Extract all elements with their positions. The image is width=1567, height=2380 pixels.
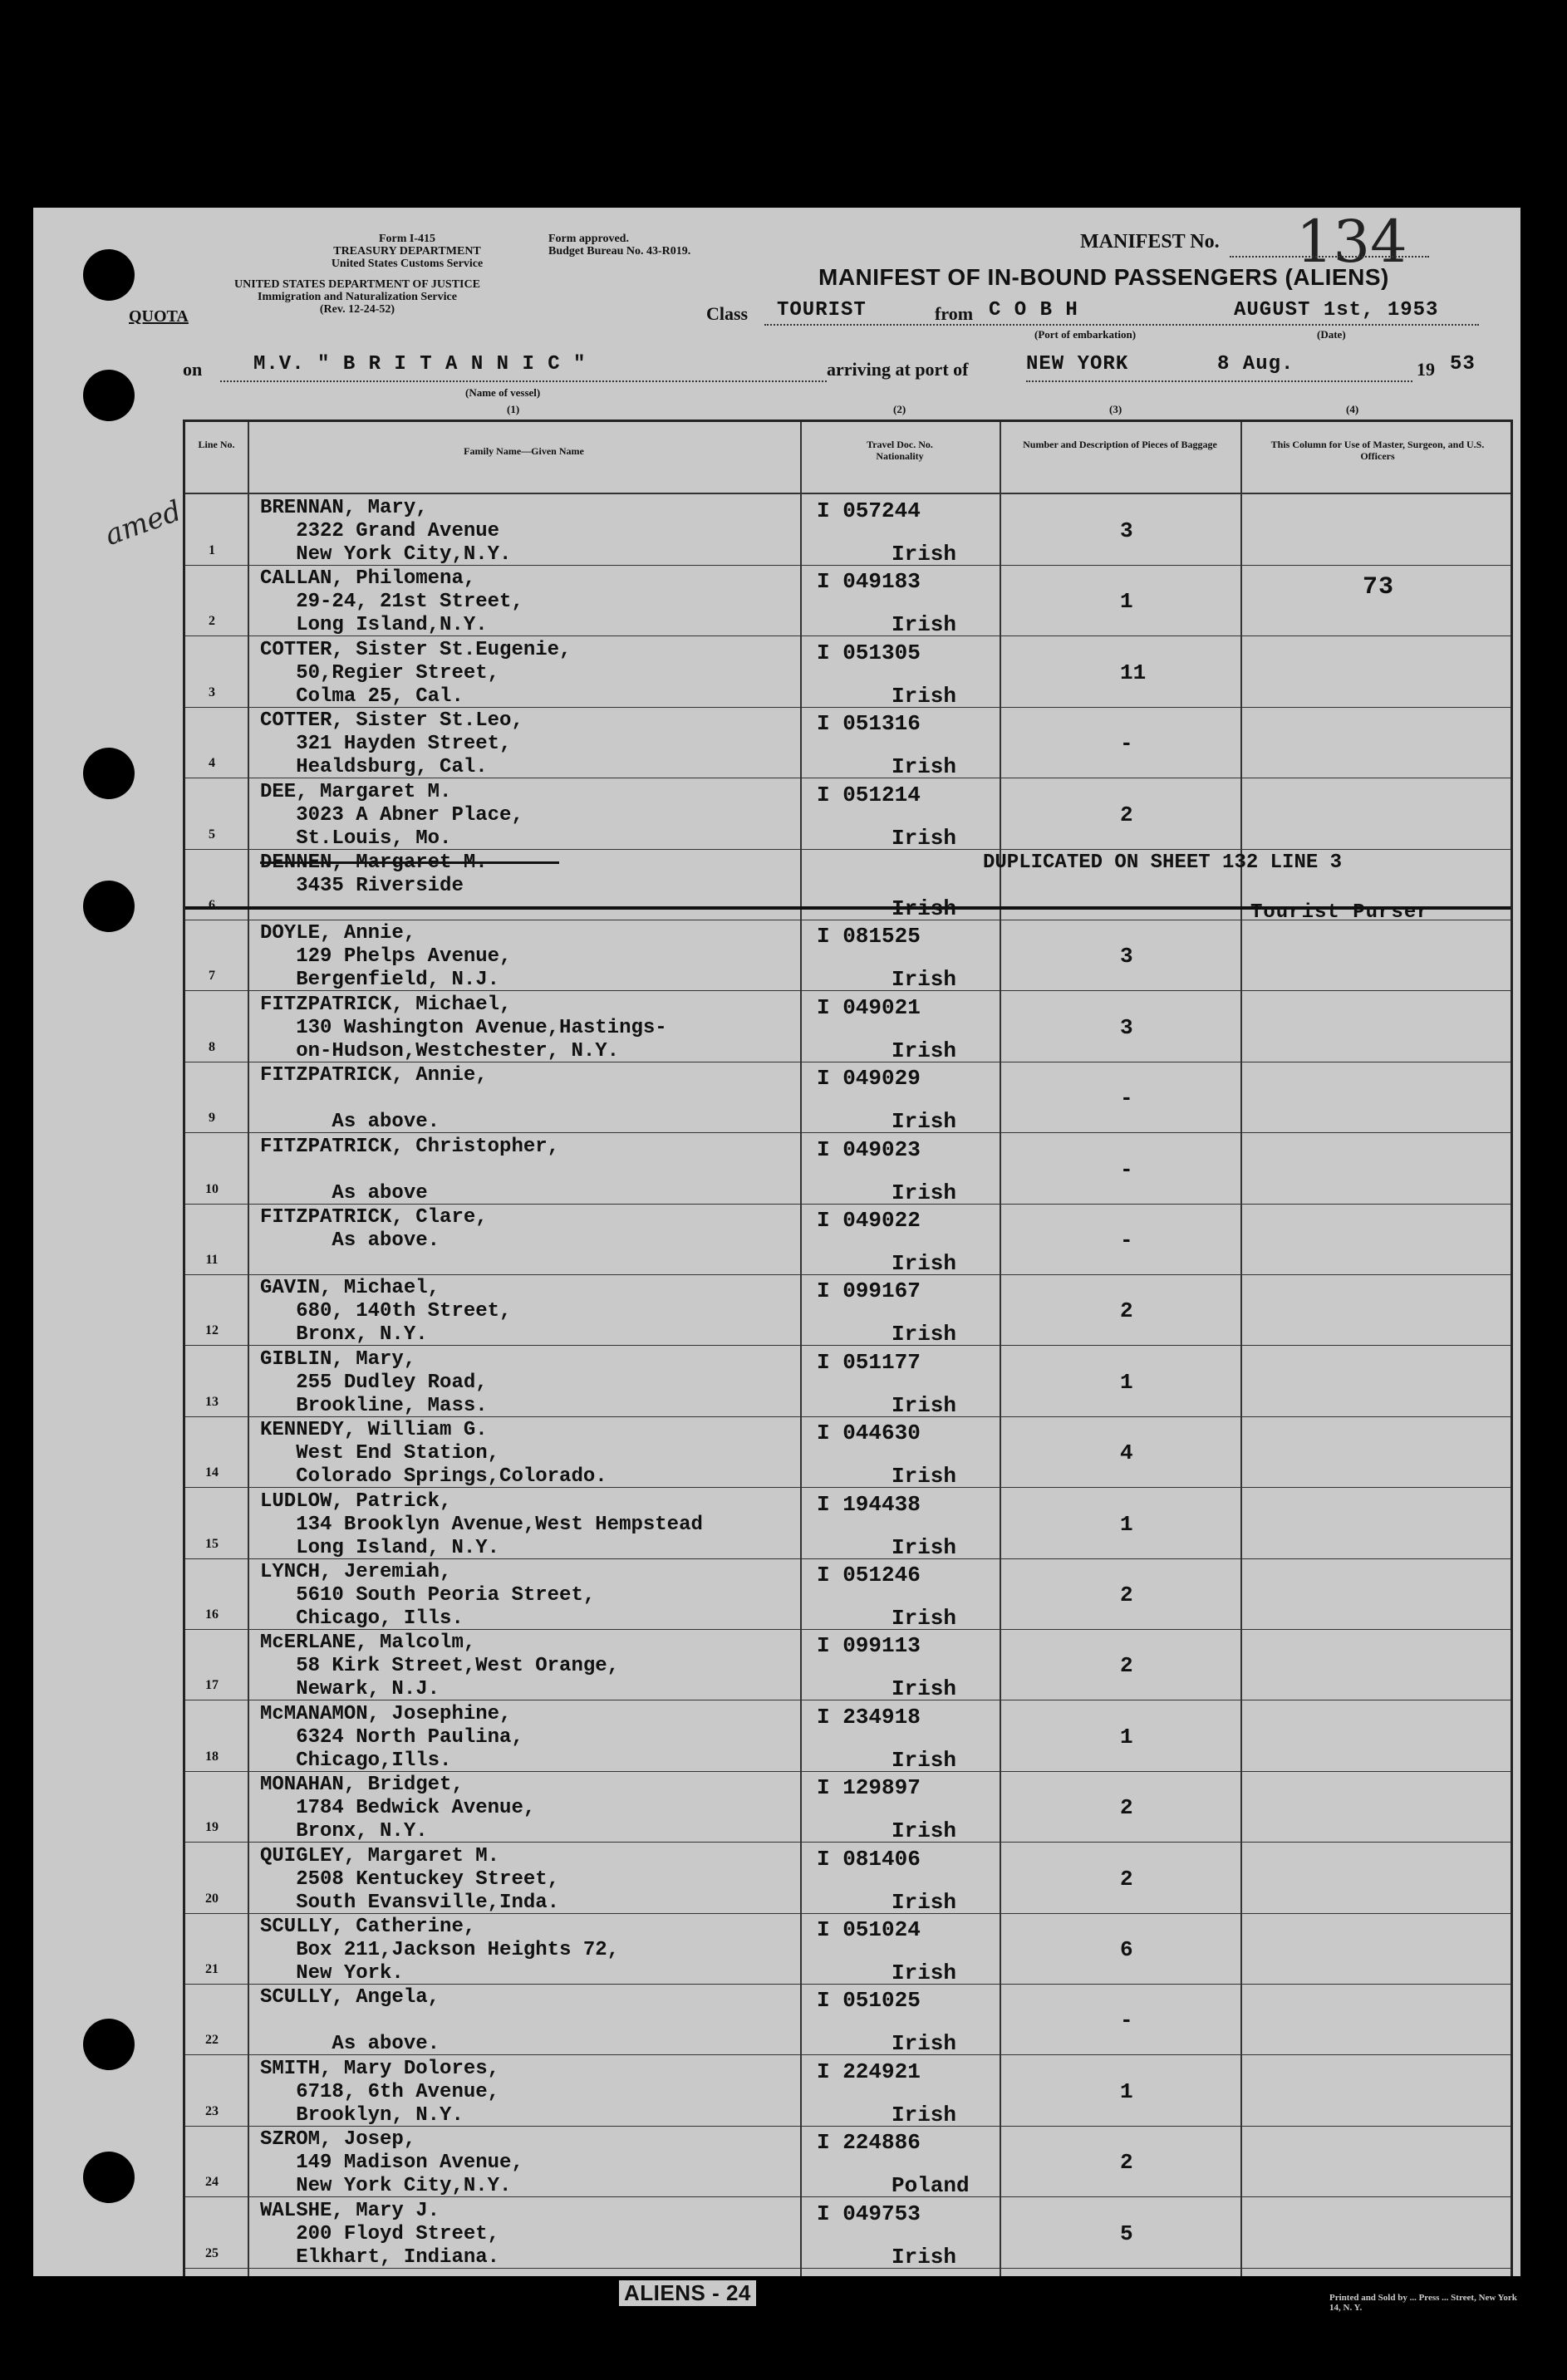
table-row [185, 1985, 1511, 2055]
nationality: Irish [892, 1818, 957, 1844]
line-number: 20 [205, 1891, 219, 1906]
punch-hole [83, 2152, 135, 2203]
line-number: 25 [205, 2245, 219, 2260]
passenger-name-address: SMITH, Mary Dolores, 6718, 6th Avenue, Brooklyn, N.Y. [260, 2057, 500, 2127]
travel-doc-no: I 049022 [817, 1208, 921, 1233]
travel-doc-no: I 049029 [817, 1066, 921, 1092]
nationality: Irish [892, 1180, 957, 1205]
baggage-count: - [1120, 2008, 1133, 2034]
th-doc: Travel Doc. No. Nationality [867, 439, 933, 462]
table-row [185, 992, 1511, 1062]
table-row [185, 495, 1511, 566]
passenger-name-address: KENNEDY, William G. West End Station, Colorado Springs,Colorado. [260, 1419, 607, 1489]
nationality: Irish [892, 1464, 957, 1489]
table-row [185, 1134, 1511, 1205]
travel-doc-no: I 051177 [817, 1349, 921, 1375]
baggage-count: 2 [1120, 802, 1133, 827]
line-number: 13 [205, 1394, 219, 1409]
th-name: Family Name—Given Name [464, 445, 584, 457]
manifest-sheet [33, 208, 1520, 2276]
nationality: Irish [892, 1322, 957, 1347]
line-number: 18 [205, 1749, 219, 1764]
nationality: Irish [892, 2031, 957, 2057]
passenger-name-address: LUDLOW, Patrick, 134 Brooklyn Avenue,West Hempstead Long Island, N.Y. [260, 1489, 703, 1559]
quota-label: QUOTA [129, 307, 189, 326]
nationality: Irish [892, 967, 957, 993]
nationality: Irish [892, 1960, 957, 1985]
col-num-1: (1) [507, 403, 520, 415]
arriving-label: arriving at port of [827, 359, 969, 380]
passenger-name-address: DOYLE, Annie, 129 Phelps Avenue, Bergenfield, N.J. [260, 922, 512, 992]
table-row [185, 566, 1511, 636]
line-number: 2 [209, 614, 215, 629]
arrival-port: NEW YORK [1026, 353, 1129, 375]
table-row [185, 708, 1511, 778]
passenger-name-address: CALLAN, Philomena, 29-24, 21st Street, Long Island,N.Y. [260, 567, 523, 637]
travel-doc-no: I 051246 [817, 1563, 921, 1587]
form-header-left [282, 233, 532, 270]
baggage-count: 3 [1120, 518, 1133, 543]
passenger-name-address: FITZPATRICK, Clare, As above. [260, 1206, 488, 1252]
baggage-count: - [1120, 731, 1133, 757]
table-row [185, 2198, 1511, 2269]
class-value: TOURIST [777, 299, 867, 321]
customs-service: United States Customs Service [331, 258, 484, 270]
baggage-count: 1 [1120, 1369, 1133, 1395]
travel-doc-no: I 049023 [817, 1136, 921, 1162]
punch-hole [83, 2019, 135, 2070]
travel-doc-no: I 049753 [817, 2201, 921, 2226]
justice-dept: UNITED STATES DEPARTMENT OF JUSTICE [234, 278, 480, 291]
arrival-date: 8 Aug. [1217, 353, 1294, 375]
th-baggage: Number and Description of Pieces of Baggage [1023, 439, 1217, 450]
table-row [185, 2127, 1511, 2197]
ins-service: Immigration and Naturalization Service [258, 291, 457, 303]
table-row [185, 1205, 1511, 1275]
table-row [185, 1630, 1511, 1700]
baggage-count: 2 [1120, 2150, 1133, 2176]
on-label: on [183, 359, 203, 380]
baggage-count: - [1120, 1156, 1133, 1182]
table-row [185, 1914, 1511, 1985]
passenger-name-address: SCULLY, Catherine, Box 211,Jackson Heights 72, New York. [260, 1916, 620, 1985]
line-number: 11 [205, 1253, 219, 1267]
printer-credit: Printed and Sold by ... Press ... Street, New York 14, N. Y. [1329, 2293, 1517, 2313]
justice-block [158, 278, 557, 316]
nationality: Irish [892, 683, 957, 709]
passenger-name-address: WALSHE, Mary J. 200 Floyd Street, Elkhart, Indiana. [260, 2199, 500, 2269]
row-divider [185, 2268, 1511, 2269]
table-row [185, 1417, 1511, 1488]
line-number: 16 [205, 1607, 219, 1622]
form-approved: Form approved. [548, 233, 629, 245]
nationality: Poland [892, 2173, 970, 2199]
date-caption: (Date) [1317, 328, 1346, 341]
travel-doc-no: I 234918 [817, 1704, 921, 1730]
manifest-title: MANIFEST OF IN-BOUND PASSENGERS (ALIENS) [818, 264, 1389, 290]
treasury-dept: TREASURY DEPARTMENT [333, 245, 481, 258]
nationality: Irish [892, 1606, 957, 1631]
aliens-count: ALIENS - 24 [619, 2280, 756, 2306]
passenger-name-address: FITZPATRICK, Christopher, As above [260, 1135, 560, 1205]
line-number: 3 [209, 685, 215, 699]
nationality: Irish [892, 1251, 957, 1276]
th-line: Line No. [198, 439, 235, 450]
passenger-name-address: BRENNAN, Mary, 2322 Grand Avenue New York City,N.Y. [260, 497, 512, 566]
line-number: 8 [209, 1039, 215, 1054]
table-row [185, 1701, 1511, 1772]
travel-doc-no: I 051305 [817, 640, 921, 665]
table-row [185, 1275, 1511, 1346]
port-caption: (Port of embarkation) [1034, 328, 1137, 341]
embark-date: AUGUST 1st, 1953 [1234, 299, 1439, 321]
passenger-name-address: LYNCH, Jeremiah, 5610 South Peoria Street, Chicago, Ills. [260, 1561, 596, 1630]
passenger-name-address: McMANAMON, Josephine, 6324 North Paulina, Chicago,Ills. [260, 1702, 523, 1772]
baggage-count: - [1120, 1086, 1133, 1111]
budget-bureau: Budget Bureau No. 43-R019. [548, 245, 691, 258]
table-row [185, 1062, 1511, 1133]
line-number: 22 [205, 2033, 219, 2048]
baggage-count: 2 [1120, 1653, 1133, 1679]
nationality: Irish [892, 2102, 957, 2127]
table-row [185, 1347, 1511, 1417]
punch-hole [83, 748, 135, 799]
baggage-count: 2 [1120, 1583, 1133, 1607]
travel-doc-no: I 051316 [817, 711, 921, 737]
nationality: Irish [892, 542, 957, 567]
baggage-count: 2 [1120, 1866, 1133, 1892]
dotted-line [220, 380, 827, 382]
col-num-3: (3) [1109, 403, 1122, 415]
passenger-name-address: SZROM, Josep, 149 Madison Avenue, New York City,N.Y. [260, 2128, 523, 2198]
manifest-number: 134 [1296, 208, 1407, 276]
nationality: Irish [892, 896, 957, 921]
passenger-name-address: DENNEN, Margaret M. 3435 Riverside [260, 851, 488, 897]
nationality: Irish [892, 2244, 957, 2270]
passenger-table [183, 420, 1513, 2276]
nationality: Irish [892, 1889, 957, 1915]
line-number: 15 [205, 1536, 219, 1551]
baggage-count: 1 [1120, 1724, 1133, 1749]
passenger-name-address: COTTER, Sister St.Leo, 321 Hayden Street, Healdsburg, Cal. [260, 709, 523, 779]
line-number: 21 [205, 1962, 219, 1976]
duplicate-note: DUPLICATED ON SHEET 132 LINE 3 [983, 851, 1343, 874]
passenger-name-address: QUIGLEY, Margaret M. 2508 Kentuckey Street, South Evansville,Inda. [260, 1844, 560, 1914]
line-number: 14 [205, 1465, 219, 1480]
travel-doc-no: I 051024 [817, 1917, 921, 1942]
table-row [185, 1843, 1511, 1914]
baggage-count: 1 [1120, 589, 1133, 615]
nationality: Irish [892, 1392, 957, 1418]
revision: (Rev. 12-24-52) [319, 303, 395, 316]
passenger-name-address: McERLANE, Malcolm, 58 Kirk Street,West Orange, Newark, N.J. [260, 1632, 620, 1701]
travel-doc-no: I 049021 [817, 994, 921, 1020]
travel-doc-no: I 081406 [817, 1846, 921, 1872]
form-approval [548, 233, 690, 258]
passenger-name-address: SCULLY, Angela, As above. [260, 1986, 440, 2056]
table-row [185, 637, 1511, 708]
line-number: 7 [209, 969, 215, 984]
table-row [185, 920, 1511, 991]
travel-doc-no: I 049183 [817, 569, 921, 595]
travel-doc-no: I 044630 [817, 1421, 921, 1446]
baggage-count: 6 [1120, 1937, 1133, 1962]
baggage-count: 2 [1120, 1795, 1133, 1821]
table-row [185, 1489, 1511, 1559]
vessel-name: M.V. " B R I T A N N I C " [253, 353, 587, 375]
header-divider [185, 493, 1511, 494]
line-number: 1 [209, 543, 215, 557]
manifest-no-label: MANIFEST No. [1080, 231, 1220, 253]
line-number: 17 [205, 1678, 219, 1693]
passenger-name-address: MONAHAN, Bridget, 1784 Bedwick Avenue, Bronx, N.Y. [260, 1774, 536, 1843]
travel-doc-no: I 224921 [817, 2059, 921, 2084]
travel-doc-no: I 051214 [817, 782, 921, 807]
class-label: Class [706, 303, 749, 324]
baggage-count: 2 [1120, 1298, 1133, 1324]
strikethrough [260, 861, 559, 864]
vessel-caption: (Name of vessel) [465, 386, 541, 399]
passenger-name-address: FITZPATRICK, Annie, As above. [260, 1064, 488, 1134]
punch-hole [83, 370, 135, 421]
handwritten-mark: amed [101, 494, 186, 552]
dotted-line [764, 324, 1479, 326]
from-label: from [935, 303, 974, 324]
line-number: 10 [205, 1181, 219, 1196]
baggage-count: 3 [1120, 944, 1133, 969]
baggage-count: 3 [1120, 1014, 1133, 1040]
baggage-count: 1 [1120, 1511, 1133, 1537]
travel-doc-no: I 051025 [817, 1988, 921, 2014]
table-row [185, 779, 1511, 850]
dotted-line [1230, 256, 1429, 258]
nationality: Irish [892, 1676, 957, 1702]
travel-doc-no: I 194438 [817, 1491, 921, 1517]
table-row [185, 2056, 1511, 2127]
line-number: 19 [205, 1820, 219, 1835]
travel-doc-no: I 129897 [817, 1775, 921, 1801]
nationality: Irish [892, 1109, 957, 1135]
travel-doc-no: I 224886 [817, 2130, 921, 2156]
year-prefix: 19 [1417, 359, 1435, 380]
line-number: 9 [209, 1111, 215, 1126]
line-number: 6 [209, 898, 215, 912]
baggage-count: - [1120, 1228, 1133, 1253]
form-number: Form I-415 [378, 233, 436, 245]
passenger-name-address: GAVIN, Michael, 680, 140th Street, Bronx, N.Y. [260, 1277, 512, 1347]
year-suffix: 53 [1450, 353, 1476, 375]
passenger-name-address: GIBLIN, Mary, 255 Dudley Road, Brookline, Mass. [260, 1347, 488, 1417]
travel-doc-no: I 099113 [817, 1633, 921, 1659]
dotted-line [1026, 380, 1412, 382]
line-number: 5 [209, 827, 215, 842]
official-note: 73 [1363, 573, 1395, 601]
passenger-name-address: DEE, Margaret M. 3023 A Abner Place, St.Louis, Mo. [260, 780, 523, 850]
table-row [185, 1772, 1511, 1843]
purser-note: Tourist Purser [1250, 901, 1430, 924]
nationality: Irish [892, 612, 957, 638]
nationality: Irish [892, 754, 957, 780]
table-row [185, 1559, 1511, 1630]
passenger-name-address: COTTER, Sister St.Eugenie, 50,Regier Street, Colma 25, Cal. [260, 638, 572, 708]
th-official: This Column for Use of Master, Surgeon, and U.S. Officers [1270, 439, 1485, 462]
nationality: Irish [892, 1038, 957, 1063]
line-number: 4 [209, 756, 215, 771]
punch-hole [83, 881, 135, 932]
line-number: 24 [205, 2175, 219, 2190]
nationality: Irish [892, 1534, 957, 1560]
travel-doc-no: I 099167 [817, 1278, 921, 1304]
nationality: Irish [892, 1747, 957, 1773]
travel-doc-no: I 057244 [817, 498, 921, 523]
nationality: Irish [892, 825, 957, 851]
col-num-2: (2) [893, 403, 906, 415]
travel-doc-no: I 081525 [817, 924, 921, 950]
baggage-count: 1 [1120, 2078, 1133, 2104]
embark-port: C O B H [989, 299, 1078, 321]
punch-hole [83, 249, 135, 301]
baggage-count: 11 [1120, 660, 1147, 685]
passenger-name-address: FITZPATRICK, Michael, 130 Washington Avenue,Hastings- on-Hudson,Westchester, N.Y. [260, 993, 667, 1062]
line-number: 23 [205, 2103, 219, 2118]
baggage-count: 4 [1120, 1440, 1133, 1466]
baggage-count: 5 [1120, 2221, 1133, 2246]
line-number: 12 [205, 1323, 219, 1338]
col-num-4: (4) [1346, 403, 1359, 415]
